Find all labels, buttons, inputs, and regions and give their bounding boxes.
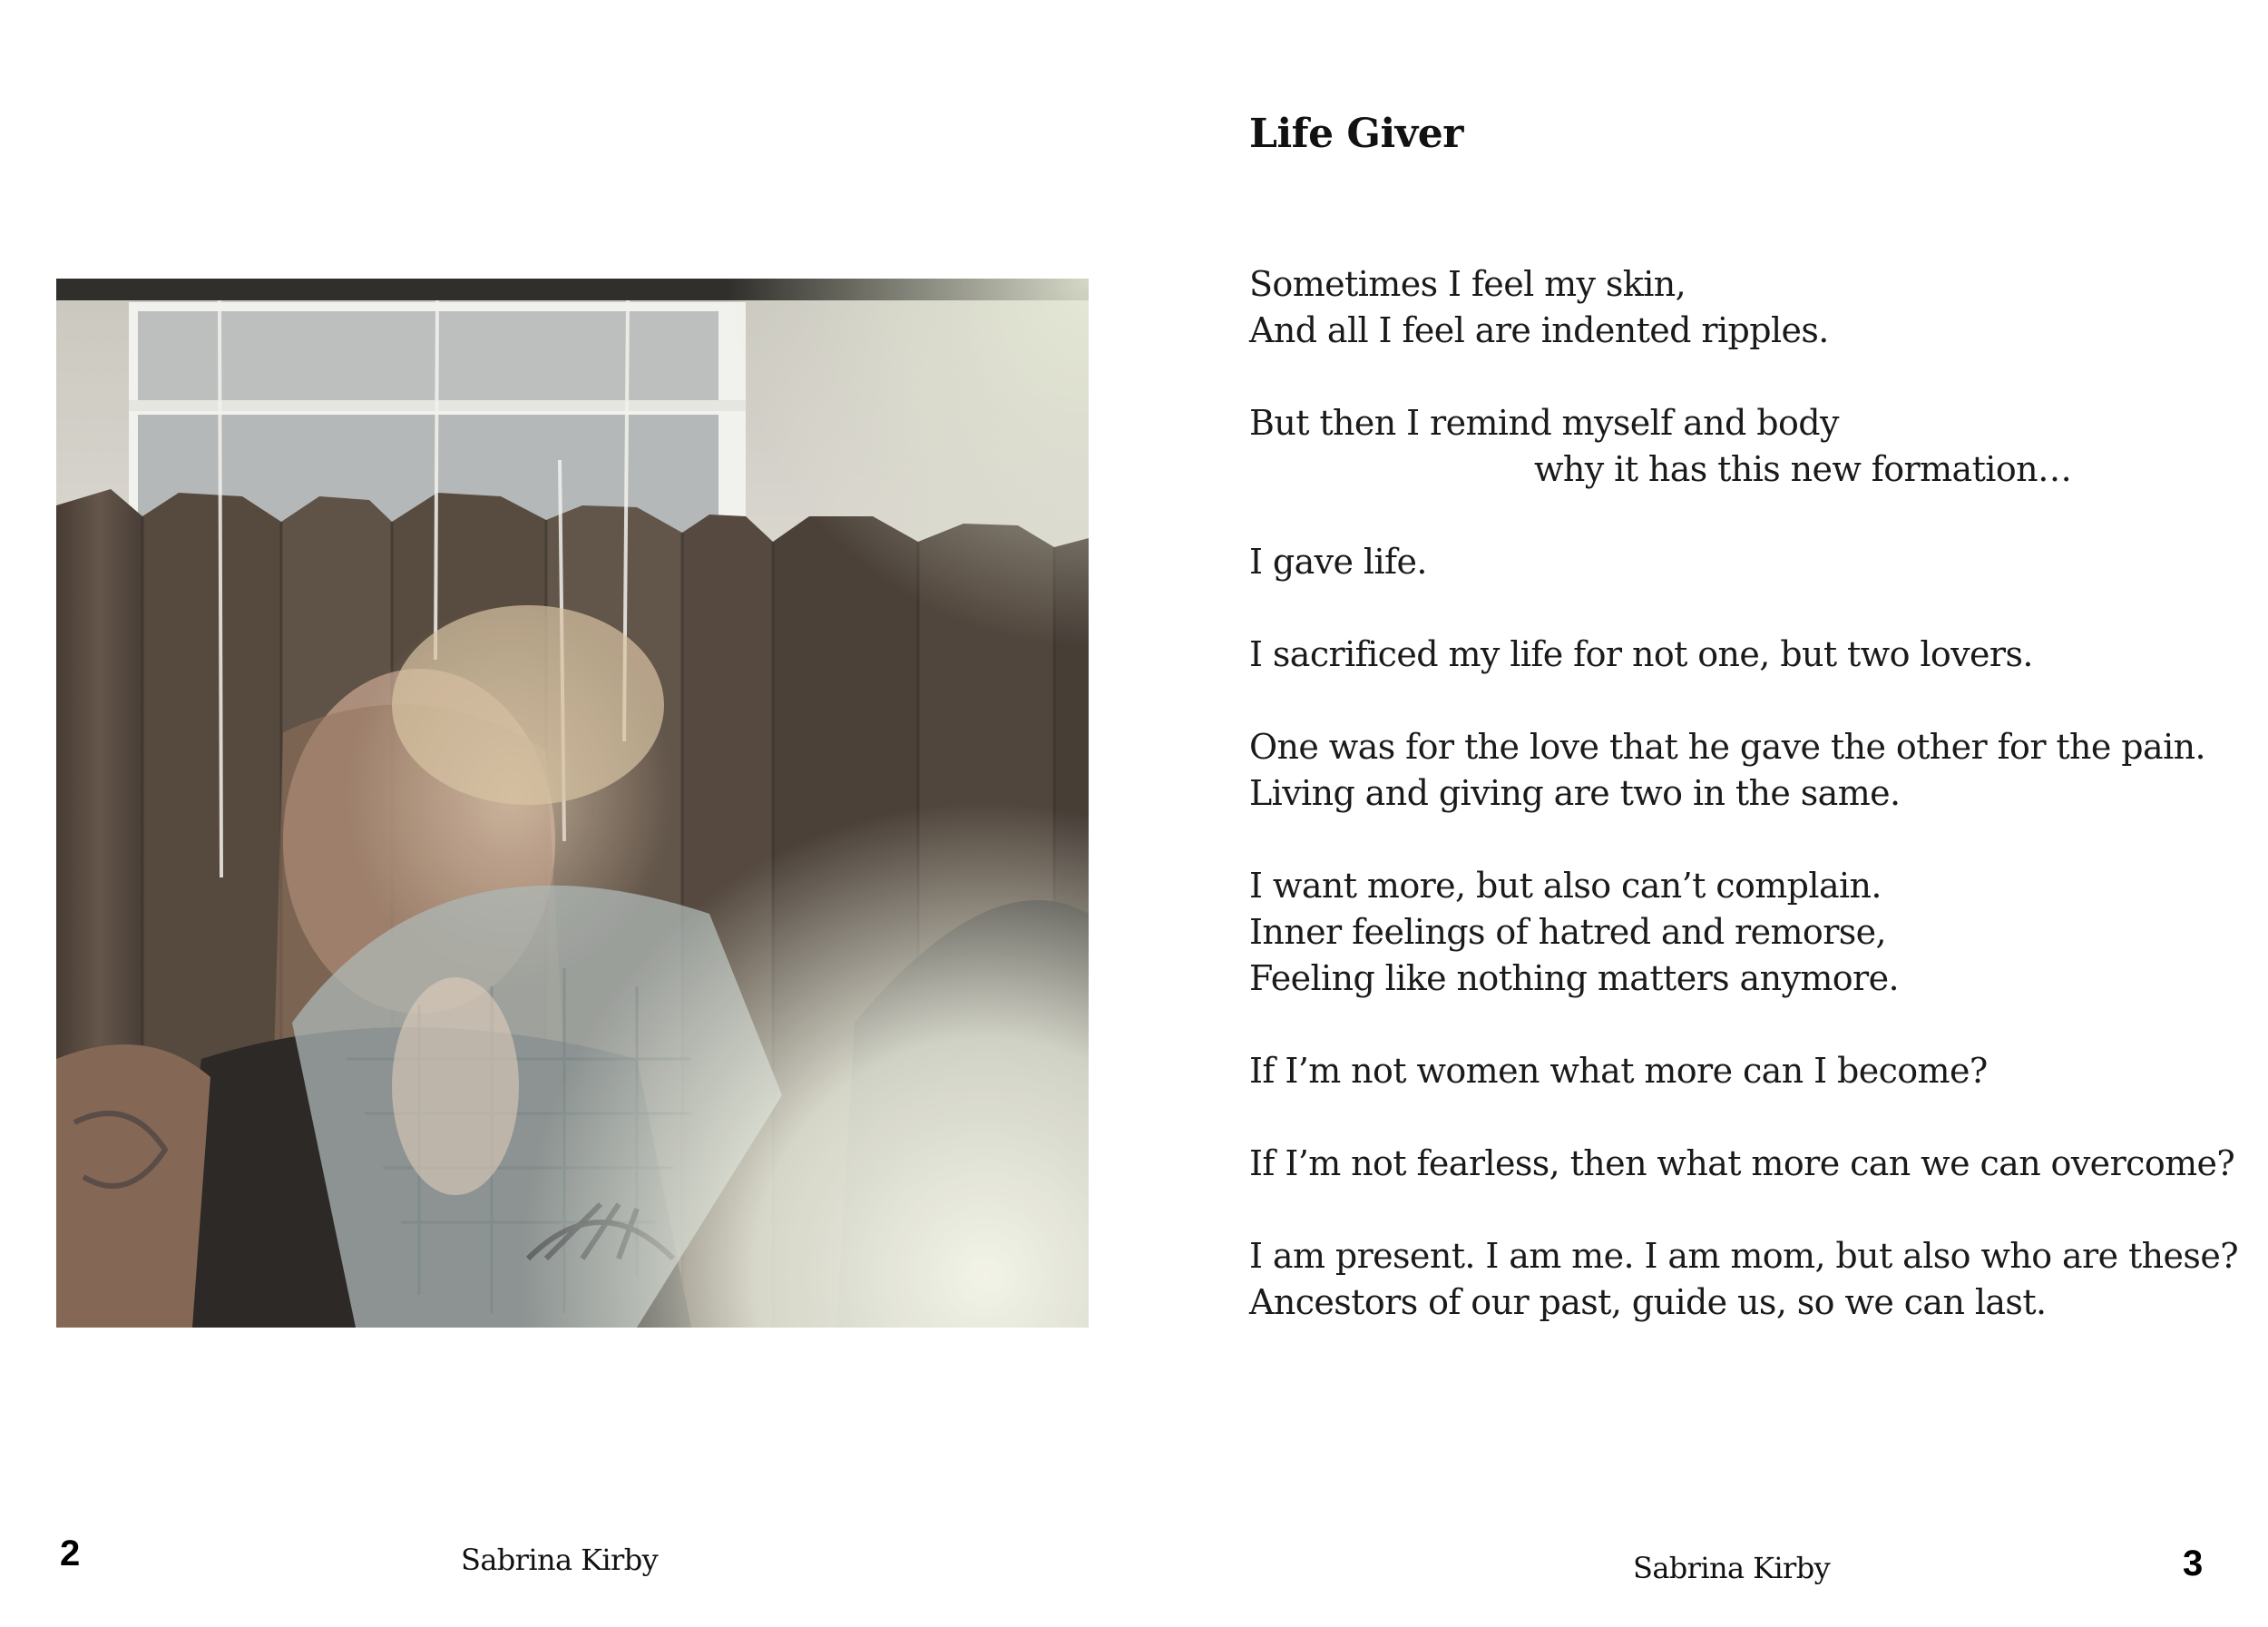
poem-stanza — [1249, 863, 2238, 1002]
poem-line: If I’m not women what more can I become? — [1249, 1051, 1988, 1091]
poem-line: If I’m not fearless, then what more can we can overcome? — [1249, 1143, 2235, 1183]
poem-line: I gave life. — [1249, 542, 1427, 582]
poem-line: But then I remind myself and body — [1249, 403, 1839, 443]
poem-line: Ancestors of our past, guide us, so we can last. — [1249, 1282, 2047, 1322]
poem-line: I sacrificed my life for not one, but two lovers. — [1249, 634, 2033, 674]
poem-stanza — [1249, 261, 2238, 354]
family-photo-image — [56, 279, 1089, 1328]
poem-line: I want more, but also can’t complain. — [1249, 866, 1882, 906]
poem-line: Sometimes I feel my skin, — [1249, 264, 1686, 304]
poem-line: Living and giving are two in the same. — [1249, 773, 1901, 813]
poem-stanza — [1249, 539, 2238, 585]
poem-stanza — [1249, 632, 2238, 678]
poem-stanza — [1249, 1141, 2238, 1187]
page-number-right: 3 — [2183, 1544, 2204, 1583]
poem-stanza — [1249, 1233, 2238, 1326]
poem-line: why it has this new formation… — [1534, 449, 2072, 489]
poem-line: One was for the love that he gave the other for the pain. — [1249, 727, 2205, 767]
poem-line: Inner feelings of hatred and remorse, — [1249, 912, 1887, 952]
author-name-left: Sabrina Kirby — [461, 1543, 659, 1577]
author-name-right: Sabrina Kirby — [1633, 1551, 1831, 1585]
poem-stanza — [1249, 724, 2238, 817]
poem-line: Feeling like nothing matters anymore. — [1249, 958, 1899, 998]
poem-body — [1249, 261, 2238, 1326]
poem-line: And all I feel are indented ripples. — [1249, 310, 1829, 350]
family-photo — [56, 279, 1089, 1328]
poem-stanza — [1249, 400, 2238, 493]
poem-line: I am present. I am me. I am mom, but also who are these? — [1249, 1236, 2238, 1276]
page-number-left: 2 — [60, 1534, 81, 1573]
poem-stanza — [1249, 1048, 2238, 1094]
poem-title: Life Giver — [1249, 111, 1463, 157]
